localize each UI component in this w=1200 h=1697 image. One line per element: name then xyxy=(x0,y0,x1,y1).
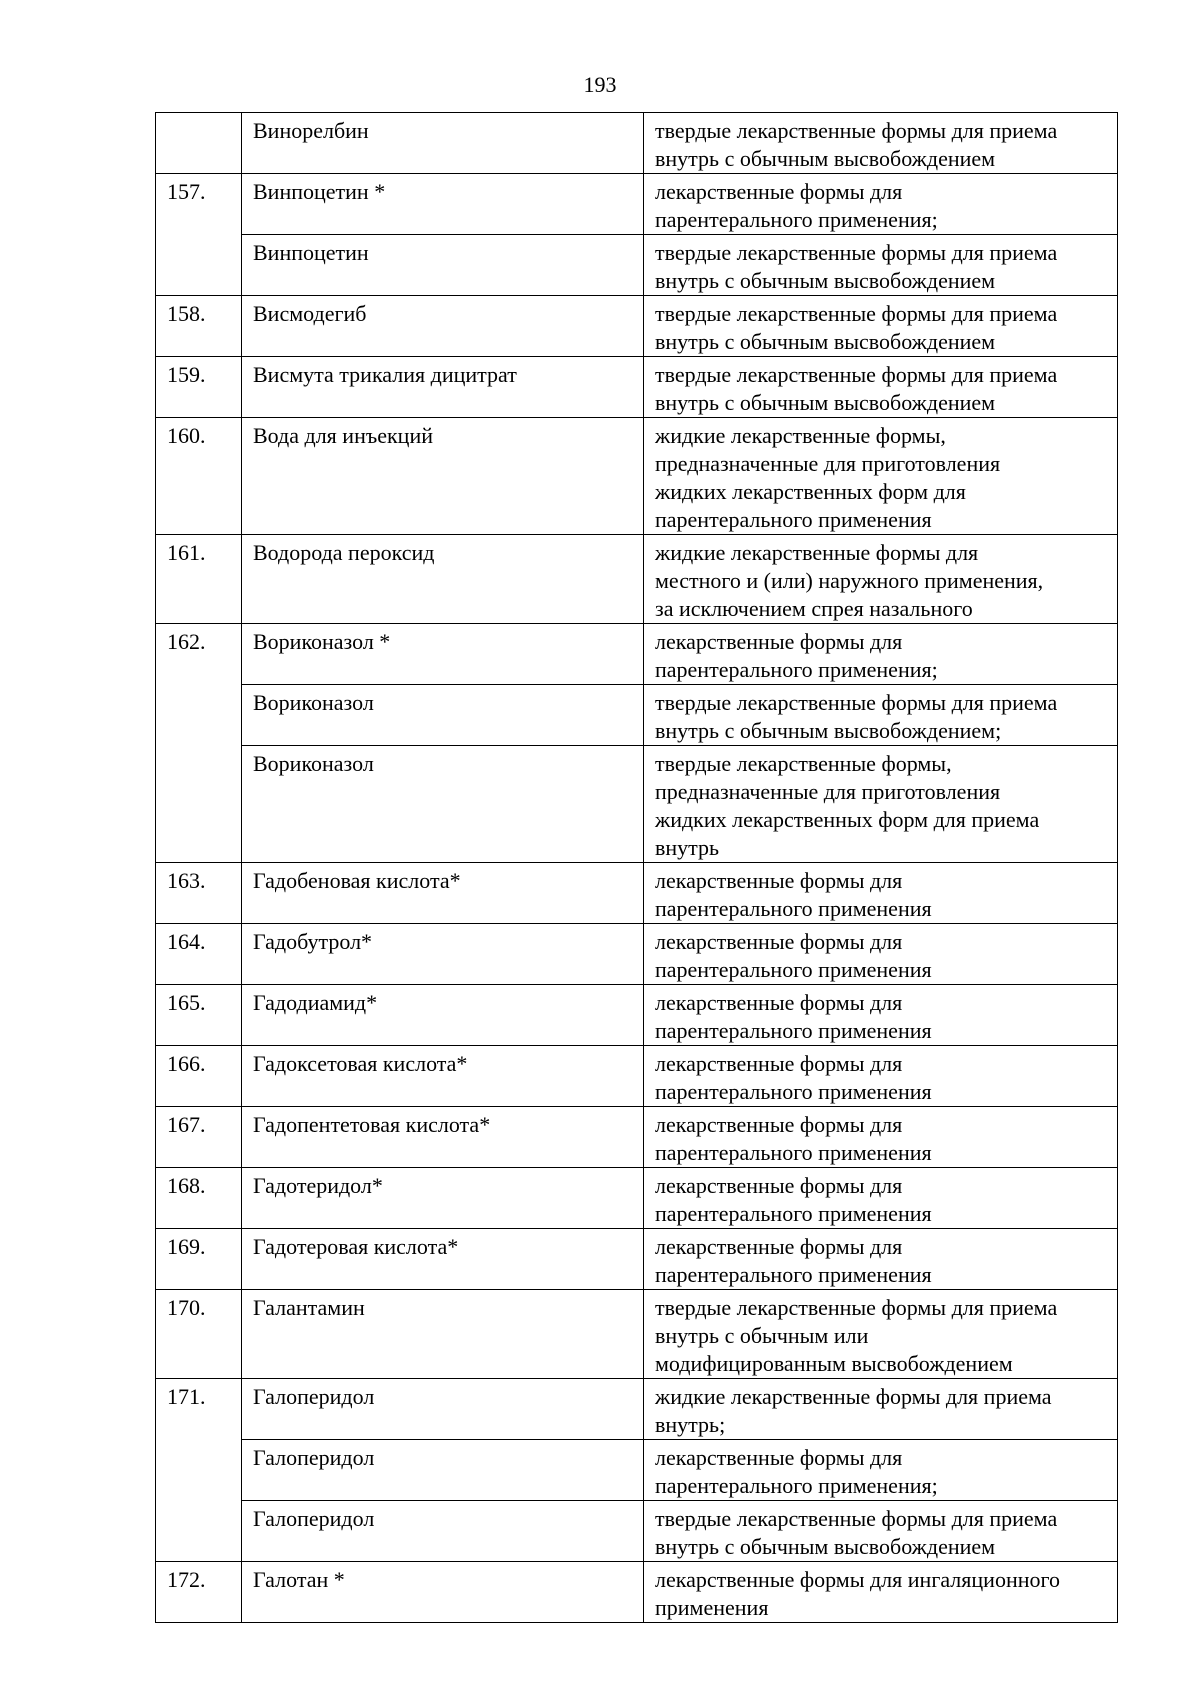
row-number: 169. xyxy=(156,1229,242,1290)
dosage-form: жидкие лекарственные формы, предназначенные для приготовления жидких лекарственных форм для парентерального применения xyxy=(644,418,1118,535)
row-number: 158. xyxy=(156,296,242,357)
table-row xyxy=(156,1440,1118,1501)
drug-name: Водорода пероксид xyxy=(242,535,644,624)
row-number: 157. xyxy=(156,174,242,296)
dosage-form: твердые лекарственные формы для приема внутрь с обычным высвобождением xyxy=(644,296,1118,357)
table-row xyxy=(156,174,1118,235)
row-number: 167. xyxy=(156,1107,242,1168)
drug-name: Висмута трикалия дицитрат xyxy=(242,357,644,418)
drug-name: Галотан * xyxy=(242,1562,644,1623)
dosage-form: твердые лекарственные формы для приема внутрь с обычным высвобождением xyxy=(644,113,1118,174)
drug-name: Вориконазол xyxy=(242,685,644,746)
drug-name: Гадотеридол* xyxy=(242,1168,644,1229)
dosage-form: лекарственные формы для парентерального применения; xyxy=(644,1440,1118,1501)
row-number: 165. xyxy=(156,985,242,1046)
dosage-form: твердые лекарственные формы для приема внутрь с обычным высвобождением xyxy=(644,1501,1118,1562)
dosage-form: жидкие лекарственные формы для местного и (или) наружного применения, за исключением спрея назального xyxy=(644,535,1118,624)
table-row xyxy=(156,985,1118,1046)
row-number: 160. xyxy=(156,418,242,535)
drug-name: Вориконазол * xyxy=(242,624,644,685)
dosage-form: твердые лекарственные формы, предназначенные для приготовления жидких лекарственных форм для приема внутрь xyxy=(644,746,1118,863)
drug-name: Гадобутрол* xyxy=(242,924,644,985)
table-row xyxy=(156,296,1118,357)
drug-name: Гадобеновая кислота* xyxy=(242,863,644,924)
row-number: 162. xyxy=(156,624,242,863)
dosage-form: твердые лекарственные формы для приема внутрь с обычным высвобождением xyxy=(644,357,1118,418)
table-row xyxy=(156,1107,1118,1168)
row-number: 164. xyxy=(156,924,242,985)
row-number xyxy=(156,113,242,174)
row-number: 159. xyxy=(156,357,242,418)
table-body xyxy=(156,113,1118,1623)
dosage-form: лекарственные формы для ингаляционного применения xyxy=(644,1562,1118,1623)
drug-table xyxy=(155,112,1118,1623)
table-row xyxy=(156,1501,1118,1562)
table-row xyxy=(156,624,1118,685)
dosage-form: лекарственные формы для парентерального применения xyxy=(644,985,1118,1046)
row-number: 166. xyxy=(156,1046,242,1107)
dosage-form: лекарственные формы для парентерального применения; xyxy=(644,174,1118,235)
drug-name: Винпоцетин xyxy=(242,235,644,296)
page-number: 193 xyxy=(583,72,617,97)
table-row xyxy=(156,1168,1118,1229)
drug-name: Гадоксетовая кислота* xyxy=(242,1046,644,1107)
row-number: 168. xyxy=(156,1168,242,1229)
dosage-form: жидкие лекарственные формы для приема внутрь; xyxy=(644,1379,1118,1440)
drug-name: Гадодиамид* xyxy=(242,985,644,1046)
dosage-form: лекарственные формы для парентерального применения xyxy=(644,1046,1118,1107)
row-number: 161. xyxy=(156,535,242,624)
drug-name: Галоперидол xyxy=(242,1501,644,1562)
drug-name: Висмодегиб xyxy=(242,296,644,357)
table-row xyxy=(156,746,1118,863)
drug-name: Гадопентетовая кислота* xyxy=(242,1107,644,1168)
drug-name: Винпоцетин * xyxy=(242,174,644,235)
table-row xyxy=(156,418,1118,535)
drug-name: Винорелбин xyxy=(242,113,644,174)
drug-name: Галантамин xyxy=(242,1290,644,1379)
dosage-form: лекарственные формы для парентерального применения xyxy=(644,924,1118,985)
dosage-form: лекарственные формы для парентерального применения xyxy=(644,1168,1118,1229)
table-row xyxy=(156,685,1118,746)
table-row xyxy=(156,357,1118,418)
dosage-form: лекарственные формы для парентерального применения xyxy=(644,863,1118,924)
table-row xyxy=(156,1229,1118,1290)
dosage-form: лекарственные формы для парентерального применения; xyxy=(644,624,1118,685)
row-number: 171. xyxy=(156,1379,242,1562)
drug-name: Галоперидол xyxy=(242,1379,644,1440)
row-number: 170. xyxy=(156,1290,242,1379)
drug-name: Гадотеровая кислота* xyxy=(242,1229,644,1290)
table-row xyxy=(156,1290,1118,1379)
table-row xyxy=(156,1046,1118,1107)
table-row xyxy=(156,924,1118,985)
row-number: 163. xyxy=(156,863,242,924)
table-row xyxy=(156,113,1118,174)
row-number: 172. xyxy=(156,1562,242,1623)
drug-name: Вода для инъекций xyxy=(242,418,644,535)
table-row xyxy=(156,235,1118,296)
table-row xyxy=(156,1562,1118,1623)
drug-name: Галоперидол xyxy=(242,1440,644,1501)
dosage-form: твердые лекарственные формы для приема внутрь с обычным высвобождением; xyxy=(644,685,1118,746)
dosage-form: лекарственные формы для парентерального применения xyxy=(644,1107,1118,1168)
dosage-form: твердые лекарственные формы для приема внутрь с обычным высвобождением xyxy=(644,235,1118,296)
drug-name: Вориконазол xyxy=(242,746,644,863)
table-row xyxy=(156,535,1118,624)
table-row xyxy=(156,863,1118,924)
dosage-form: лекарственные формы для парентерального применения xyxy=(644,1229,1118,1290)
table-row xyxy=(156,1379,1118,1440)
dosage-form: твердые лекарственные формы для приема внутрь с обычным или модифицированным высвобождением xyxy=(644,1290,1118,1379)
